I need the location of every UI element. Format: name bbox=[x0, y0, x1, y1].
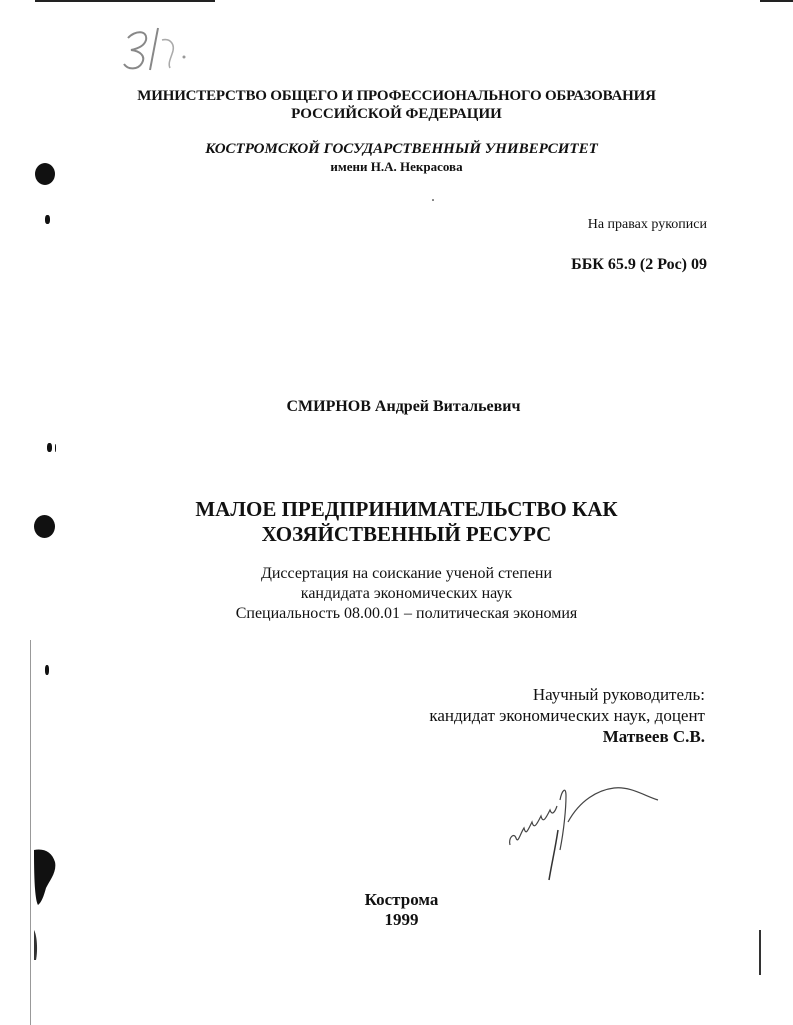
subtitle-line-3-specialty: Специальность 08.00.01 – политическая экономия bbox=[235, 605, 578, 622]
supervisor-degree: кандидат экономических наук, доцент bbox=[429, 706, 705, 725]
subtitle-line-2: кандидата экономических наук bbox=[300, 585, 513, 602]
supervisor-name: Матвеев С.В. bbox=[602, 727, 705, 746]
supervisor-label: Научный руководитель: bbox=[532, 685, 705, 704]
university-named-after: имени Н.А. Некрасова bbox=[330, 159, 463, 174]
footer-year: 1999 bbox=[384, 910, 419, 929]
ministry-line-1: МИНИСТЕРСТВО ОБЩЕГО И ПРОФЕССИОНАЛЬНОГО ОБРАЗОВАНИЯ bbox=[137, 88, 656, 104]
dissertation-title-line-2: ХОЗЯЙСТВЕННЫЙ РЕСУРС bbox=[261, 522, 552, 546]
scan-speck-5 bbox=[432, 199, 434, 201]
manuscript-note: На правах рукописи bbox=[587, 217, 707, 232]
footer-city: Кострома bbox=[364, 890, 439, 909]
dissertation-title-line-1: МАЛОЕ ПРЕДПРИНИМАТЕЛЬСТВО КАК bbox=[195, 497, 618, 521]
author-name: СМИРНОВ Андрей Витальевич bbox=[286, 398, 521, 415]
university-name: КОСТРОМСКОЙ ГОСУДАРСТВЕННЫЙ УНИВЕРСИТЕТ bbox=[205, 141, 598, 157]
ministry-line-2: РОССИЙСКОЙ ФЕДЕРАЦИИ bbox=[291, 106, 502, 122]
bbk-code: ББК 65.9 (2 Рос) 09 bbox=[571, 256, 707, 273]
subtitle-line-1: Диссертация на соискание ученой степени bbox=[260, 565, 553, 582]
